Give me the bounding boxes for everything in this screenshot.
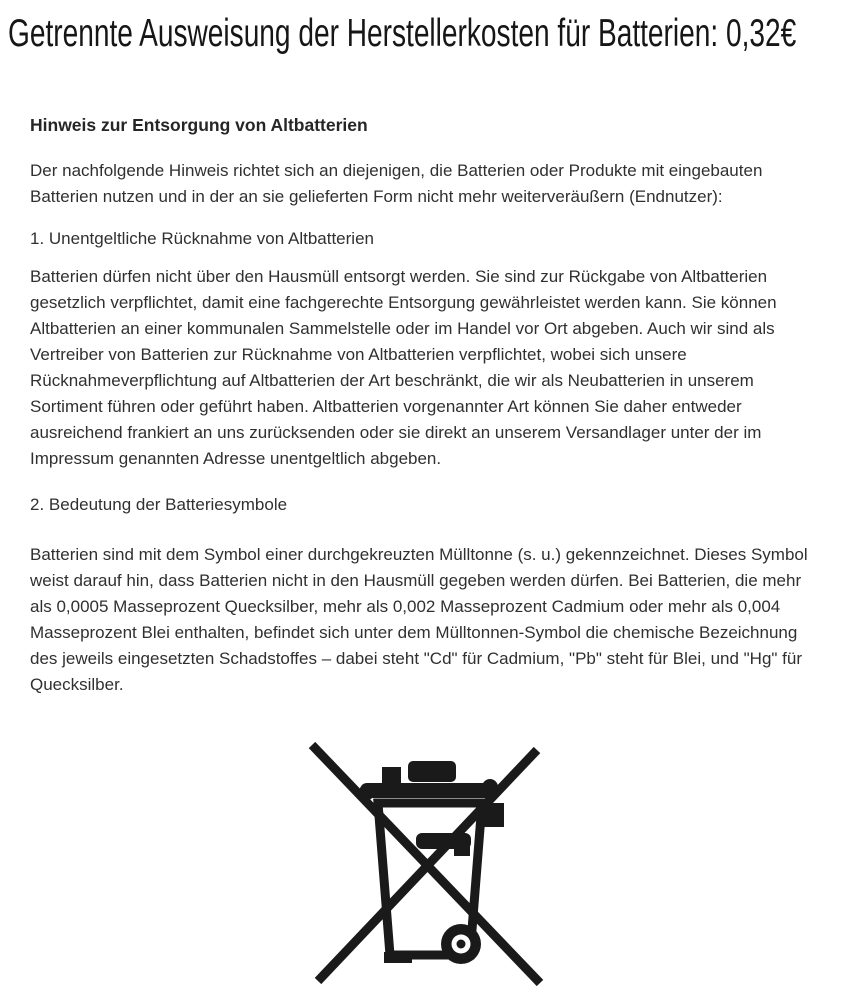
notice-content	[30, 112, 816, 698]
section2-heading: 2. Bedeutung der Batteriesymbole	[30, 495, 288, 514]
notice-heading: Hinweis zur Entsorgung von Altbatterien	[30, 115, 368, 135]
section1-body-paragraph: Batterien dürfen nicht über den Hausmüll entsorgt werden. Sie sind zur Rückgabe von Altbatterien gesetzlich verpflichtet, damit eine fachgerechte Entsorgung gewährleistet werden kann. Sie können Altbatterien an einer kommunalen Sammelstelle oder im Handel vor Ort abgeben. Auch wir sind als Vertreiber von Batterien zur Rücknahme von Altbatterien verpflichtet, wobei sich unsere Rücknahmeverpflichtung auf Altbatterien der Art beschränkt, die wir als Neubatterien in unserem Sortiment führen oder geführt haben. Altbatterien vorgenannter Art können Sie daher entweder ausreichend frankiert an uns zurücksenden oder sie direkt an unserem Versandlager unter der im Impressum genannten Adresse unentgeltlich abgeben.	[30, 267, 777, 468]
crossed-out-wheelie-bin-icon	[304, 741, 544, 991]
page-title: Getrennte Ausweisung der Herstellerkosten für Batterien: 0,32€	[8, 12, 797, 55]
battery-symbol-container	[0, 741, 848, 991]
section2-body-paragraph: Batterien sind mit dem Symbol einer durchgekreuzten Mülltonne (s. u.) gekennzeichnet. Dieses Symbol weist darauf hin, dass Batterien nicht in den Hausmüll gegeben werden dürfen. Bei Batterien, die mehr als 0,0005 Masseprozent Quecksilber, mehr als 0,002 Masseprozent Cadmium oder mehr als 0,004 Masseprozent Blei enthalten, befindet sich unter dem Mülltonnen-Symbol die chemische Bezeichnung des jeweils eingesetzten Schadstoffes – dabei steht "Cd" für Cadmium, "Pb" steht für Blei, und "Hg" für Quecksilber.	[30, 545, 808, 694]
section1-heading: 1. Unentgeltliche Rücknahme von Altbatterien	[30, 229, 374, 248]
notice-intro-paragraph: Der nachfolgende Hinweis richtet sich an diejenigen, die Batterien oder Produkte mit eingebauten Batterien nutzen und in der an sie gelieferten Form nicht mehr weiterveräußern (Endnutzer):	[30, 161, 763, 206]
